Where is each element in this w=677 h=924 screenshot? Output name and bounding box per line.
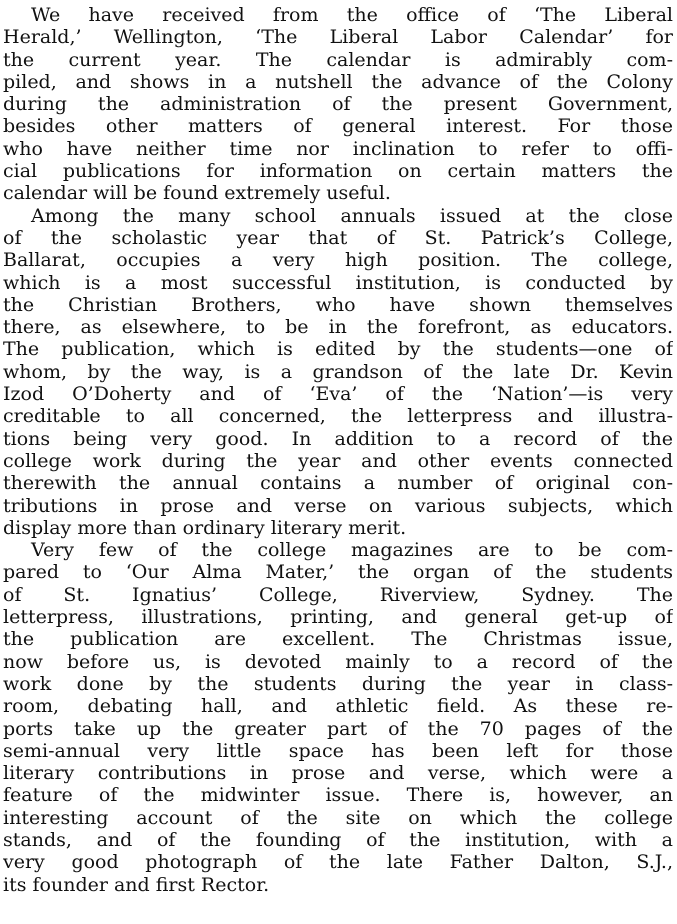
text-line: the publication are excellent. The Christmas issue, (3, 628, 673, 651)
text-line: therewith the annual contains a number of original con- (3, 472, 673, 495)
text-line: the current year. The calendar is admirably com- (3, 48, 673, 71)
text-line: the Christian Brothers, who have shown themselves (3, 293, 673, 316)
text-line: piled, and shows in a nutshell the advance of the Colony (3, 70, 673, 93)
text-line: display more than ordinary literary merit. (3, 516, 407, 539)
text-line: ports take up the greater part of the 70 pages of the (3, 717, 673, 740)
text-line: whom, by the way, is a grandson of the late Dr. Kevin (3, 360, 673, 383)
text-line: Among the many school annuals issued at the close (31, 204, 673, 227)
paragraph-alma-mater (3, 539, 673, 896)
text-line: Ballarat, occupies a very high position. The college, (3, 249, 673, 272)
text-line: which is a most successful institution, is conducted by (3, 271, 673, 294)
text-line: interesting account of the site on which the college (3, 806, 673, 829)
text-line: feature of the midwinter issue. There is, however, an (3, 784, 673, 807)
text-line: its founder and first Rector. (3, 873, 270, 896)
text-line: now before us, is devoted mainly to a record of the (3, 650, 673, 673)
text-line: work done by the students during the year in class- (3, 672, 673, 695)
text-line: cial publications for information on certain matters the (3, 160, 673, 183)
text-line: Very few of the college magazines are to be com- (31, 539, 673, 562)
text-line: stands, and of the founding of the institution, with a (3, 828, 673, 851)
text-line: besides other matters of general interest. For those (3, 115, 673, 138)
text-line: letterpress, illustrations, printing, and general get-up of (3, 606, 673, 629)
text-line: Herald,’ Wellington, ‘The Liberal Labor Calendar’ for (3, 26, 673, 49)
text-line: literary contributions in prose and verse, which were a (3, 762, 673, 785)
text-line: there, as elsewhere, to be in the forefront, as educators. (3, 316, 673, 339)
text-line: very good photograph of the late Father Dalton, S.J., (3, 851, 673, 874)
text-line: calendar will be found extremely useful. (3, 182, 391, 205)
text-line: tributions in prose and verse on various subjects, which (3, 494, 673, 517)
text-line: pared to ‘Our Alma Mater,’ the organ of the students (3, 561, 673, 584)
text-line: who have neither time nor inclination to refer to offi- (3, 137, 673, 160)
text-line: creditable to all concerned, the letterpress and illustra- (3, 405, 673, 428)
paragraph-calendar (3, 4, 673, 205)
text-line: We have received from the office of ‘The Liberal (31, 4, 673, 26)
text-line: room, debating hall, and athletic field. As these re- (3, 695, 673, 718)
text-line: of St. Ignatius’ College, Riverview, Sydney. The (3, 583, 673, 606)
text-line: The publication, which is edited by the students—one of (3, 338, 673, 361)
text-line: tions being very good. In addition to a record of the (3, 427, 673, 450)
text-line: college work during the year and other events connected (3, 449, 673, 472)
text-line: of the scholastic year that of St. Patrick’s College, (3, 226, 673, 249)
text-line: during the administration of the present Government, (3, 93, 673, 116)
paragraph-st-patricks (3, 205, 673, 539)
text-line: Izod O’Doherty and of ‘Eva’ of the ‘Nation’—is very (3, 383, 673, 406)
text-line: semi-annual very little space has been left for those (3, 739, 673, 762)
